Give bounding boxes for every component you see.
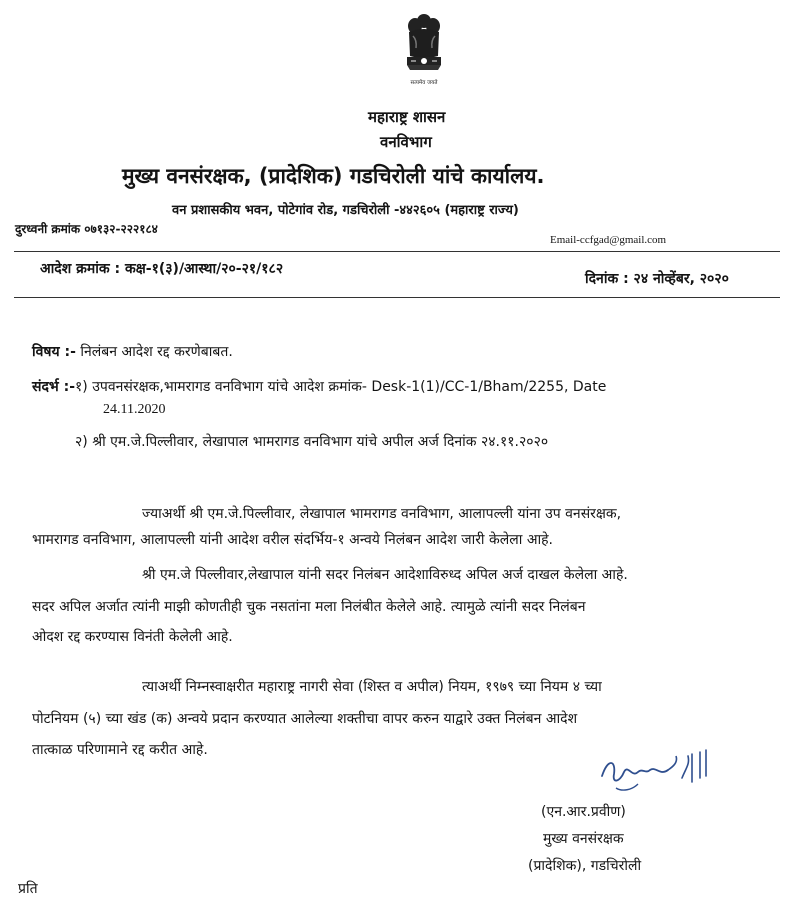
paragraph-1-line-2: भामरागड वनविभाग, आलापल्ली यांनी आदेश वरील संदर्भिय-१ अन्वये निलंबन आदेश जारी केलेला आहे.	[32, 532, 554, 548]
paragraph-2-line-1: श्री एम.जे पिल्लीवार,लेखापाल यांनी सदर निलंबन आदेशाविरुध्द अपिल अर्ज दाखल केलेला आहे.	[142, 567, 628, 583]
government-name: महाराष्ट्र शासन	[368, 108, 446, 126]
signatory-designation: मुख्य वनसंरक्षक	[543, 831, 624, 847]
office-title: मुख्य वनसंरक्षक, (प्रादेशिक) गडचिरोली यांचे कार्यालय.	[122, 164, 545, 188]
office-address: वन प्रशासकीय भवन, पोटेगांव रोड, गडचिरोली -४४२६०५ (महाराष्ट्र राज्य)	[172, 203, 519, 218]
paragraph-1-line-1: ज्याअर्थी श्री एम.जे.पिल्लीवार, लेखापाल भामरागड वनविभाग, आलापल्ली यांना उप वनसंरक्षक,	[142, 506, 622, 522]
paragraph-3-line-1: त्याअर्थी निम्नस्वाक्षरीत महाराष्ट्र नागरी सेवा (शिस्त व अपील) नियम, १९७९ च्या नियम ४ च्या	[142, 679, 602, 695]
order-number: आदेश क्रमांक : कक्ष-१(३)/आस्था/२०-२१/१८२	[40, 261, 284, 277]
subject-line	[32, 342, 233, 361]
phone-number: दुरध्वनी क्रमांक ०७१३२-२२२१८४	[15, 222, 158, 236]
emblem-motto: सत्यमेव जयते	[410, 80, 438, 86]
order-date: दिनांक : २४ नोव्हेंबर, २०२०	[585, 271, 729, 287]
signatory-office: (प्रादेशिक), गडचिरोली	[528, 858, 642, 874]
paragraph-3-line-2: पोटनियम (५) च्या खंड (क) अन्वये प्रदान करण्यात आलेल्या शक्तीचा वापर करुन याद्वारे उक्त निलंबन आदेश	[32, 711, 578, 727]
paragraph-3-line-3: तात्काळ परिणामाने रद्द करीत आहे.	[32, 742, 208, 758]
paragraph-2-line-2: सदर अपिल अर्जात त्यांनी माझी कोणतीही चुक नसतांना मला निलंबीत केलेले आहे. त्यामुळे त्यांनी सदर निलंबन	[32, 599, 586, 615]
signatory-name: (एन.आर.प्रवीण)	[541, 804, 626, 820]
reference-1-line-2: 24.11.2020	[103, 402, 166, 417]
department-name: वनविभाग	[380, 133, 432, 151]
subject-label: विषय :-	[32, 344, 76, 360]
reference-label: संदर्भ :-	[32, 379, 76, 395]
order-divider	[14, 297, 780, 298]
handwritten-signature	[598, 748, 718, 808]
header-divider	[14, 251, 780, 252]
reference-2: २) श्री एम.जे.पिल्लीवार, लेखापाल भामरागड वनविभाग यांचे अपील अर्ज दिनांक २४.११.२०२०	[75, 434, 549, 450]
prati-label: प्रति	[18, 881, 38, 897]
national-emblem	[403, 12, 445, 104]
reference-1	[32, 377, 606, 396]
reference-1-line-1: १) उपवनसंरक्षक,भामरागड वनविभाग यांचे आदेश क्रमांक- Desk-1(1)/CC-1/Bham/2255, Date	[75, 379, 607, 395]
email-address: Email-ccfgad@gmail.com	[550, 234, 667, 246]
paragraph-2-line-3: ओदश रद्द करण्यास विनंती केलेली आहे.	[32, 629, 233, 645]
subject-text: निलंबन आदेश रद्द करणेबाबत.	[80, 344, 233, 360]
